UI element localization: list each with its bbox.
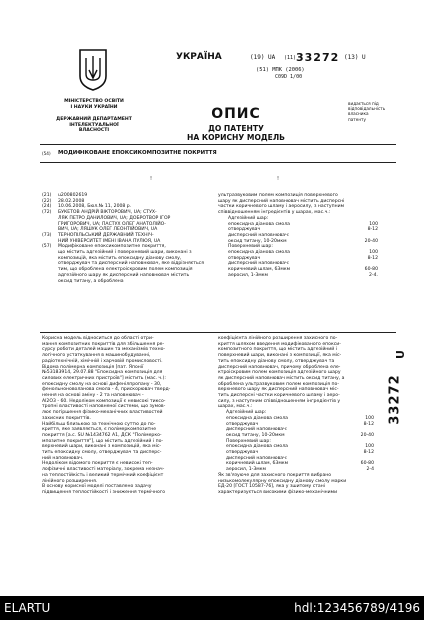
description-line: лофізичні властивості матеріалу, зокрема незнач- [42,467,165,473]
description-line: як дисперсний наповнювач містить оксид титану, а [218,375,345,381]
bib-line: адгезійного шару як дисперсний наповнювач містить [58,272,190,278]
description-line: №53183914, 29.07.88 "Епоксидна композиція для [42,370,163,376]
description-line: криття шляхом введення модифікованого епокси- [218,341,341,347]
description-line: тить епоксидну діанову смолу, отверджувач та [218,358,335,364]
description-line: логічного устаткування в машинобудуванні, [42,353,151,359]
description-line: В основу корисної моделі поставлено задачу [42,484,152,490]
description-line: мання композитних покриттів для збільшення ре- [42,341,165,347]
ipc-label: (51) МПК (2006) [256,67,305,73]
claim-table-row: оксид титану, 10-20мкм 20-40 [228,238,378,244]
description-line: нення на основі аміну - 2 та наповнювач - [42,393,144,399]
description-line: силу, з наступним співвідношенням інгредієнтів у [218,398,341,404]
description-line: ЕД-20 [ГОСТ 10587-76], яка у зшитому стані [218,484,326,490]
claim-table-row: коричневий шлам, 63мкм 60-80 [228,267,378,273]
margin-patent-number: 33272 [387,374,403,425]
description-line: верхневий шари, виконані з композицій, яка міс- [42,444,162,450]
bib-line: ЛЯК ПЕТРО ДАНИЛОВИЧ, UA; ДОБРОТВОР ІГОР [58,215,171,221]
description-left-column [42,336,212,496]
claim-table-row: дисперсний наповнювач: [228,261,290,267]
document-title: ОПИС [211,106,261,122]
description-table-row: епоксидна діанова смола 100 [226,444,374,450]
description-line: Як зв'язуюче для захисного покриття вибрано [218,472,332,478]
published-note: видається під відповідальність власника патенту [348,101,386,122]
description-line: шарах, мас.ч.: [218,404,253,410]
claim-table-row: отверджувач 8-12 [228,227,378,233]
description-line: радіотехнічній, хімічній і харчовій промисловості. [42,358,163,364]
description-table-row: оксид титану, 10-20мкм 20-40 [226,432,374,438]
claim-table-row: епоксидна діанова смола 100 [228,250,378,256]
footer-bar [0,596,424,620]
description-line: низькомолекулярну епоксидну діанову смолу марки [218,478,347,484]
description-line: оброблена ультразвуковим полем композиція по- [218,381,339,387]
claim-line: співвідношенням інгредієнтів у шарах, мас.ч.: [218,210,331,216]
bib-line: (24) 10.06.2008, Бюл.№ 11, 2008 р. [42,204,132,210]
claim-table-row: дисперсний наповнювач: [228,232,290,238]
invention-title-code: (54) [42,151,51,156]
description-table-row: отверджувач 8-12 [226,421,374,427]
description-line: верхневого шару як дисперсний наповнювач міс- [218,387,339,393]
description-line: лює погіршення фізико-механічних властивостей [42,410,163,416]
kind-code: (13) U [344,54,366,61]
description-line: підвищення теплостійкості і зниження термічного [42,489,166,495]
claim-table-row: отверджувач 8-12 [228,255,378,261]
description-line: криття, яке заявляється, є полімеркомпозитне [42,427,157,433]
bib-line: (22) 28.02.2008 [42,198,85,204]
description-line: фенольноноволанова смола - 4, прискорювач тверд- [42,387,171,393]
description-table-row: епоксидна діанова смола 100 [226,415,374,421]
ministry-name: МІНІСТЕРСТВО ОСВІТИ І НАУКИ УКРАЇНИ [64,99,124,110]
document-subtitle: ДО ПАТЕНТУ НА КОРИСНУ МОДЕЛЬ [187,124,285,142]
bibliographic-block [42,193,212,284]
description-table-row: аеросил, 1-3мкм 2-4 [226,467,374,473]
description-line: мпозитне покриття"], що містить адгезійний і по- [42,438,164,444]
bib-line: оксид титану, а оброблена [58,278,124,284]
description-line: тропні властивості наповненої системи, що зумов- [42,404,166,410]
description-line: дисперсний наповнювач, причому оброблена еле- [218,364,341,370]
margin-kind: U [393,350,407,359]
description-line: коефіцієнта лінійного розширення захисного по- [218,336,338,341]
description-line: тить дисперсні частки коричневого шламу і аеро- [218,393,340,399]
claim-right-column [218,193,378,279]
description-table-row: дисперсний наповнювач: [226,455,288,461]
description-line: Al2O3 - 60. Недоліком композиції є невисокі тиксо- [42,398,166,404]
doc-code-sep: (11) [284,55,297,61]
patent-number: 33272 [296,51,340,64]
coat-of-arms-icon [78,48,108,92]
description-line: характеризується високими фізико-механічними [218,489,338,495]
description-line: покриття [а.с. SU №1434762 А1, ДСК "Полімерко- [42,432,162,438]
ipc-class: C09D 1/00 [275,74,303,80]
description-line: епоксидну смолу на основі дифенілпропану - 30, [42,381,162,387]
description-line: композитного покриття, що містить адгезійний і [218,347,338,353]
bib-line: тим, що оброблена електроіскровим полем композиція [58,267,193,273]
bib-line: що містить адгезійний і поверхневий шари, виконані з [58,250,192,256]
description-line: Найбільш близькою за технічною суттю до по- [42,421,156,427]
description-line: поверхневий шари, виконані з композиції, яка міс- [218,353,342,359]
footer-repository-name: ELARTU [4,601,51,615]
bib-line: (73) ТЕРНОПІЛЬСЬКИЙ ДЕРЖАВНИЙ ТЕХНІЧ- [42,232,154,238]
invention-title: МОДИФІКОВАНЕ ЕПОКСИКОМПОЗИТНЕ ПОКРИТТЯ [58,150,217,156]
footer-handle[interactable]: hdl:123456789/4196 [294,601,420,615]
divider-top [40,144,396,145]
description-line: ктроіскровим полем композиція адгезійного шару [218,370,341,376]
description-line: лінійного розширення. [42,478,98,484]
bib-line: (57) Модифіковане епоксикомпозитне покриття, [42,244,166,250]
description-line: силових електричних пристроїв"] містить (мас. ч.): [42,375,166,381]
bib-line: ГРИГОРОВИЧ, UA; ПАСТУХ ОЛЕГ АНАТОЛІЙО- [58,221,166,227]
bib-line: композицій, яка містить епоксидну діанову смолу, [58,255,182,261]
description-line: Недоліком відомого покриття є невисокі теп- [42,461,153,467]
description-line: на теплостійкість і великий термічний коефіцієнт [42,472,164,478]
description-table-row: коричневий шлам, 63мкм 60-80 [226,461,374,467]
description-table-row: дисперсний наповнювач: [226,427,288,433]
description-table-heading: Адгезійний шар: [226,410,267,416]
description-line: Відома полімерна композиція [пат. Японії [42,364,144,370]
claim-table-row: епоксидна діанова смола 100 [228,221,378,227]
dash-mark-left: ! [150,176,153,182]
claim-table-heading: Поверхневий шар: [228,244,273,250]
description-line: тить епоксидну смолу, отверджувач та дисперс- [42,450,162,456]
claim-table-row: аеросил, 1-3мкм 2-4. [228,272,378,278]
dash-mark-right: ! [277,176,280,182]
description-line: захисних покриттів. [42,415,91,421]
claim-line: шару як дисперсний наповнювач містить дисперсні [218,198,345,204]
description-table-heading: Поверхневий шар: [226,438,271,444]
country-name: УКРАЇНА [176,52,222,62]
description-right-column [218,336,374,496]
description-table-row: отверджувач 8-12 [226,450,374,456]
divider-body [40,332,396,333]
description-line: Корисна модель відноситься до області отри- [42,336,154,341]
divider-title [40,162,396,163]
bib-line: НИЙ УНІВЕРСИТЕТ ІМЕНІ ІВАНА ПУЛЮЯ, UA [58,238,161,244]
bib-line: отверджувач та дисперсний наповнювач, яке відрізняється [58,261,204,267]
doc-code-prefix: (19) UA [250,54,276,61]
claim-line: частки коричневого шламу і аеросилу, з наступним [218,204,345,210]
department-name: ДЕРЖАВНИЙ ДЕПАРТАМЕНТ ІНТЕЛЕКТУАЛЬНОЇ ВЛАСНОСТІ [56,117,132,134]
claim-line: ультразвуковим полем композиція поверхневого [218,193,338,198]
claim-table-heading: Адгезійний шар: [228,215,269,221]
description-line: сурсу роботи деталей машин та механізмів техно- [42,347,166,353]
bib-line: (72) БУКЕТОВ АНДРІЙ ВІКТОРОВИЧ, UA; СТУХ- [42,210,157,216]
description-line: ний наповнювач. [42,455,84,461]
bib-line: ВИЧ, UA; ЛЯШУК ОЛЕГ ЛЕОНТІЙОВИЧ, UA [58,227,158,233]
bib-line: (21) u200802619 [42,193,88,198]
